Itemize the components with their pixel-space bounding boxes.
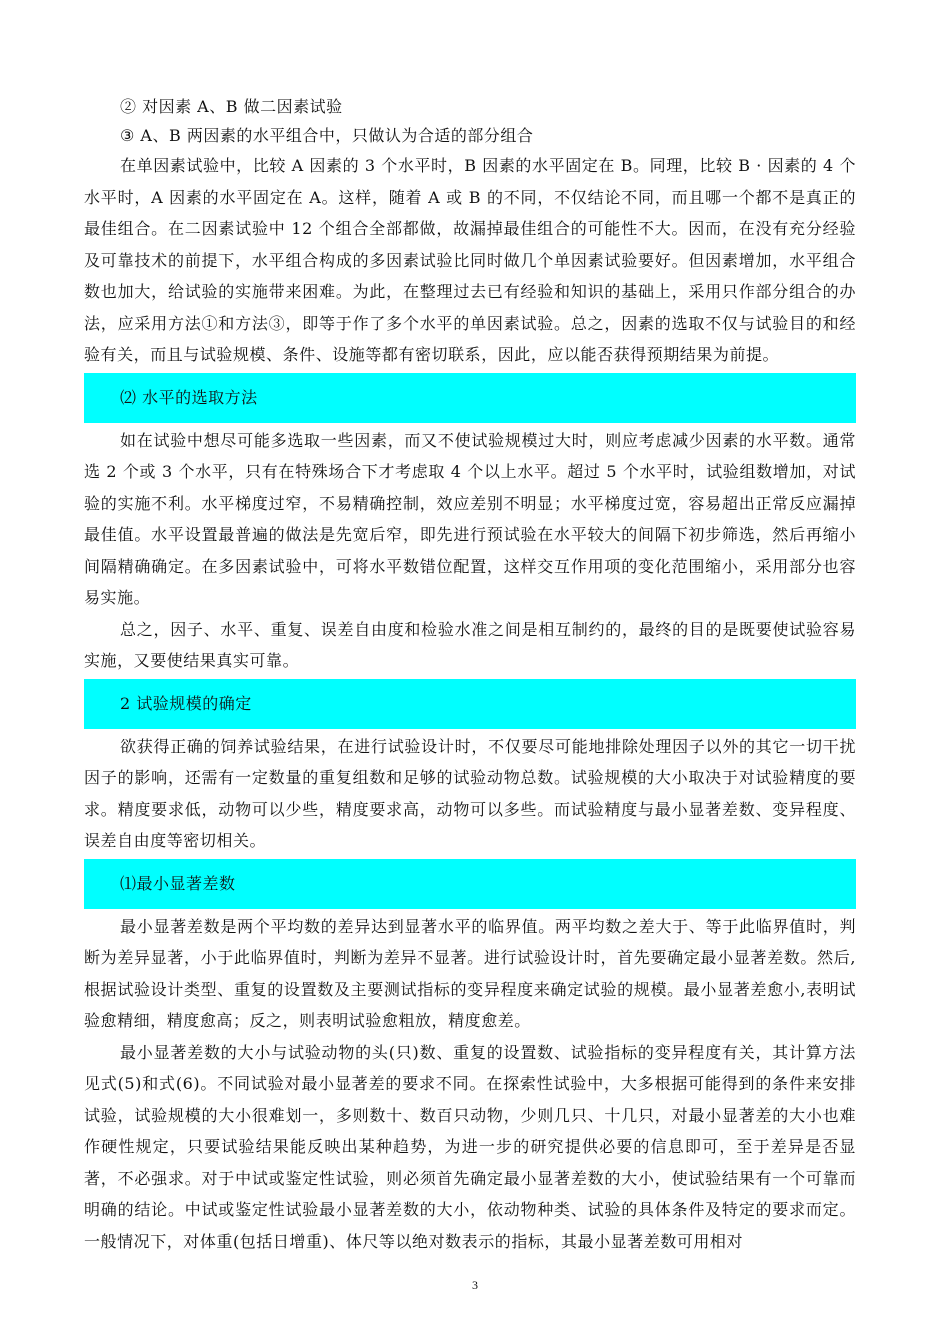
paragraph-single-vs-multi-factor: 在单因素试验中，比较 A 因素的 3 个水平时，B 因素的水平固定在 B。同理，比较 B · 因素的 4 个水平时，A 因素的水平固定在 A。这样，随着 A 或 B 的不同，不仅结论不同，而且哪一个都不是真正的最佳组合。在二因素试验中 12 个组合全部都做，故漏掉最佳组合的可能性不大。因而，在没有充分经验及可靠技术的前提下，水平组合构成的多因素试验比同时做几个单因素试验要好。但因素增加，水平组合数也加大，给试验的实施带来困难。为此，在整理过去已有经验和知识的基础上，采用只作部分组合的办法，应采用方法①和方法③，即等于作了多个水平的单因素试验。总之，因素的选取不仅与试验目的和经验有关，而且与试验规模、条件、设施等都有密切联系，因此，应以能否获得预期结果为前提。	[84, 156, 856, 364]
page-number: 3	[472, 1278, 478, 1292]
section-heading-lsd: ⑴最小显著差数	[84, 859, 856, 909]
paragraph-lsd-factors: 最小显著差数的大小与试验动物的头(只)数、重复的设置数、试验指标的变异程度有关，其计算方法见式(5)和式(6)。不同试验对最小显著差的要求不同。在探索性试验中，大多根据可能得到的条件来安排试验，试验规模的大小很难划一，多则数十、数百只动物，少则几只、十几只，对最小显著差的大小也难作硬性规定，只要试验结果能反映出某种趋势，为进一步的研究提供必要的信息即可，至于差异是否显著，不必强求。对于中试或鉴定性试验，则必须首先确定最小显著差数的大小，使试验结果有一个可靠而明确的结论。中试或鉴定性试验最小显著差数的大小，依动物种类、试验的具体条件及特定的要求而定。一般情况下，对体重(包括日增重)、体尺等以绝对数表示的指标，其最小显著差数可用相对	[84, 1042, 856, 1251]
list-item-method-3: ③ A、B 两因素的水平组合中，只做认为合适的部分组合	[120, 126, 534, 145]
paragraph-trial-scale: 欲获得正确的饲养试验结果，在进行试验设计时，不仅要尽可能地排除处理因子以外的其它一切干扰因子的影响，还需有一定数量的重复组数和足够的试验动物总数。试验规模的大小取决于对试验精度的要求。精度要求低，动物可以少些，精度要求高，动物可以多些。而试验精度与最小显著差数、变异程度、误差自由度等密切相关。	[84, 736, 856, 850]
section-heading-level-selection: ⑵ 水平的选取方法	[84, 373, 856, 423]
paragraph-summary: 总之，因子、水平、重复、误差自由度和检验水准之间是相互制约的，最终的目的是既要使试验容易实施，又要使结果真实可靠。	[84, 619, 856, 670]
section-heading-trial-scale: 2 试验规模的确定	[84, 679, 856, 729]
paragraph-level-selection: 如在试验中想尽可能多选取一些因素，而又不使试验规模过大时，则应考虑减少因素的水平数。通常选 2 个或 3 个水平，只有在特殊场合下才考虑取 4 个以上水平。超过 5 个水平时，试验组数增加，对试验的实施不利。水平梯度过窄，不易精确控制，效应差别不明显；水平梯度过宽，容易超出正常反应漏掉最佳值。水平设置最普遍的做法是先宽后窄，即先进行预试验在水平较大的间隔下初步筛选，然后再缩小间隔精确确定。在多因素试验中，可将水平数错位配置，这样交互作用项的变化范围缩小，采用部分也容易实施。	[84, 430, 856, 607]
paragraph-lsd-definition: 最小显著差数是两个平均数的差异达到显著水平的临界值。两平均数之差大于、等于此临界值时，判断为差异显著，小于此临界值时，判断为差异不显著。进行试验设计时，首先要确定最小显著差数。然后,根据试验设计类型、重复的设置数及主要测试指标的变异程度来确定试验的规模。最小显著差愈小,表明试验愈精细，精度愈高；反之，则表明试验愈粗放，精度愈差。	[84, 916, 856, 1030]
document-page	[84, 92, 856, 1257]
list-item-method-2: ② 对因素 A、B 做二因素试验	[120, 97, 343, 116]
